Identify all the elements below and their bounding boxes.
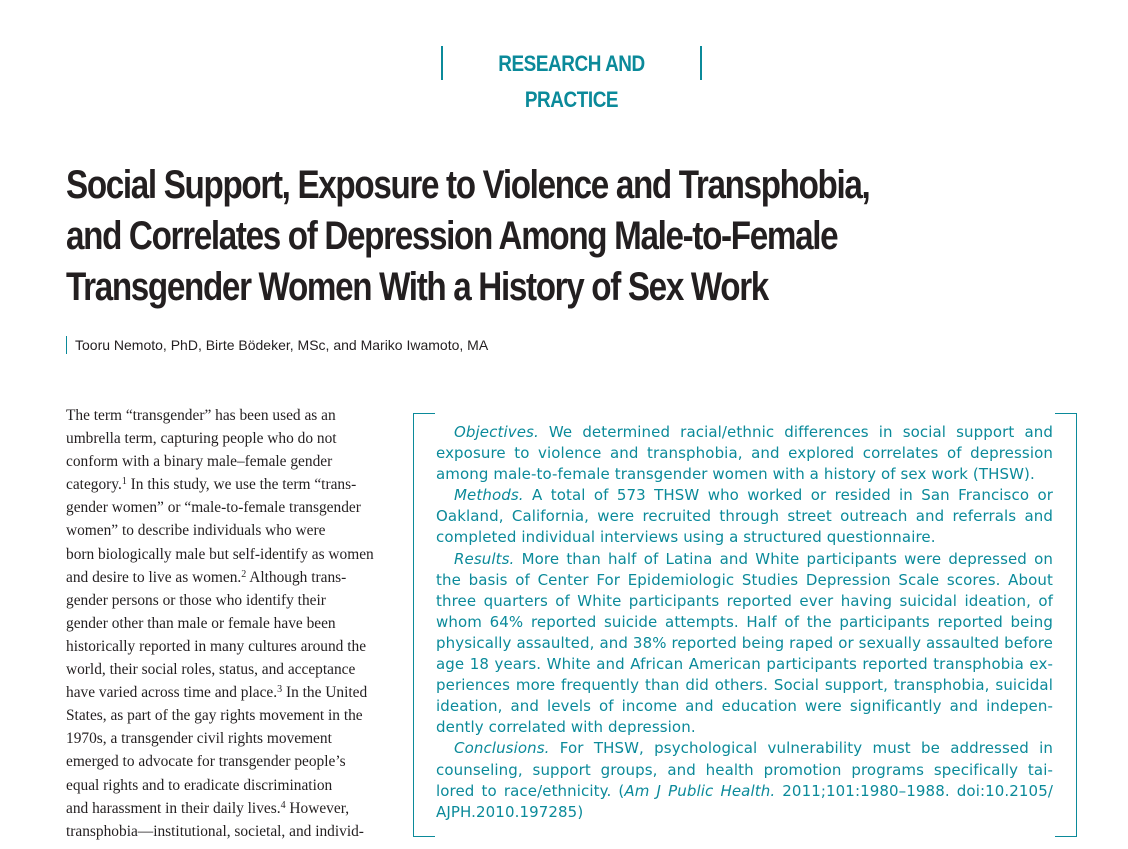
abstract-line	[436, 781, 1053, 802]
abstract-line: periences more frequently than did others. Social support, transphobia, suicidal	[436, 676, 1053, 695]
body-line: gender persons or those who identify their	[66, 591, 326, 609]
author-byline: Tooru Nemoto, PhD, Birte Bödeker, MSc, and Mariko Iwamoto, MA	[66, 336, 488, 354]
body-line: The term “transgender” has been used as an	[66, 407, 336, 424]
abstract-line: counseling, support groups, and health promotion programs specifically tai-	[436, 760, 1053, 779]
article-title-line: and Correlates of Depression Among Male-to-Female	[66, 214, 838, 258]
abstract-objectives-heading: Objectives.	[454, 423, 539, 441]
body-line: emerged to advocate for transgender people’s	[66, 753, 346, 771]
abstract-text	[436, 422, 1053, 823]
abstract-line	[436, 738, 1053, 759]
body-line: equal rights and to eradicate discrimination	[66, 776, 333, 794]
abstract-line: three quarters of White participants reported ever having suicidal ideation, of	[436, 591, 1053, 610]
body-line: conform with a binary male–female gender	[66, 453, 333, 471]
abstract-line: age 18 years. White and African American participants reported transphobia ex-	[436, 655, 1053, 674]
abstract-line: Oakland, California, were recruited through street outreach and referrals and	[436, 507, 1053, 526]
abstract-line: exposure to violence and transphobia, and explored correlates of depression	[436, 444, 1053, 463]
section-header	[441, 46, 702, 112]
body-text: Although trans-	[246, 568, 347, 586]
body-line	[66, 681, 388, 704]
body-line: transphobia—institutional, societal, and individ-	[66, 822, 364, 840]
abstract-left-bracket	[413, 413, 435, 837]
abstract-line: among male-to-female transgender women with a history of sex work (THSW).	[436, 465, 1035, 484]
body-line: gender women” or “male-to-female transgender	[66, 499, 361, 517]
abstract-line: physically assaulted, and 38% reported being raped or sexually assaulted before	[436, 633, 1053, 652]
article-title	[66, 160, 966, 313]
citation-ref[interactable]: 1	[121, 476, 127, 488]
abstract-line	[436, 422, 1053, 443]
abstract-conclusions-heading: Conclusions.	[454, 739, 550, 758]
abstract-results-heading: Results.	[454, 549, 515, 568]
abstract-methods-heading: Methods.	[454, 486, 524, 505]
abstract-text-run: lored to race/ethnicity. (	[436, 781, 625, 800]
body-line	[66, 473, 388, 496]
article-title-line: Social Support, Exposure to Violence and Transphobia,	[66, 163, 870, 207]
doi-link-continued[interactable]: AJPH.2010.197285)	[436, 802, 584, 821]
article-title-line: Transgender Women With a History of Sex Work	[66, 265, 768, 309]
body-text: In the United	[282, 684, 368, 702]
abstract-text-run: We determined racial/ethnic differences in social support and	[538, 423, 1053, 441]
body-line: 1970s, a transgender civil rights movement	[66, 730, 332, 748]
body-text: In this study, we use the term “trans-	[126, 476, 357, 494]
abstract-text-run: More than half of Latina and White participants were depressed on	[514, 549, 1053, 568]
journal-citation-name: Am J Public Health.	[624, 781, 776, 800]
body-line: gender other than male or female have been	[66, 614, 336, 632]
citation-ref[interactable]: 2	[241, 568, 247, 580]
body-text: category.	[66, 476, 122, 494]
abstract-text-run: A total of 573 THSW who worked or resided in San Francisco or	[523, 486, 1053, 505]
body-line: born biologically male but self-identify as women	[66, 545, 374, 563]
body-text: and harassment in their daily lives.	[66, 799, 281, 817]
abstract-line: dently correlated with depression.	[436, 718, 696, 737]
abstract-line: whom 64% reported suicide attempts. Half of the participants reported being	[436, 612, 1053, 631]
abstract-line	[436, 485, 1053, 506]
body-text: and desire to live as women.	[66, 568, 242, 586]
body-line: umbrella term, capturing people who do not	[66, 430, 337, 448]
abstract-text-run: For THSW, psychological vulnerability must be addressed in	[549, 739, 1053, 758]
body-line	[66, 797, 388, 820]
abstract-line: ideation, and levels of income and education were significantly and indepen-	[436, 697, 1053, 716]
body-text: have varied across time and place.	[66, 684, 278, 702]
body-line	[66, 566, 388, 589]
abstract-right-bracket	[1055, 413, 1077, 837]
body-line: women” to describe individuals who were	[66, 522, 326, 540]
section-header-label: RESEARCH AND PRACTICE	[498, 51, 645, 112]
body-text-column	[66, 404, 388, 843]
body-line: States, as part of the gay rights movement in the	[66, 707, 363, 725]
body-line: historically reported in many cultures around the	[66, 637, 367, 655]
abstract-line: the basis of Center For Epidemiologic Studies Depression Scale scores. About	[436, 570, 1053, 589]
citation-ref[interactable]: 3	[277, 684, 283, 696]
abstract-box	[413, 413, 1077, 837]
body-line: world, their social roles, status, and acceptance	[66, 661, 356, 679]
body-text: However,	[285, 799, 350, 817]
doi-link[interactable]: 2011;101:1980–1988. doi:10.2105/	[775, 781, 1053, 800]
abstract-line	[436, 549, 1053, 570]
abstract-line: completed individual interviews using a structured questionnaire.	[436, 528, 936, 547]
citation-ref[interactable]: 4	[280, 799, 286, 811]
